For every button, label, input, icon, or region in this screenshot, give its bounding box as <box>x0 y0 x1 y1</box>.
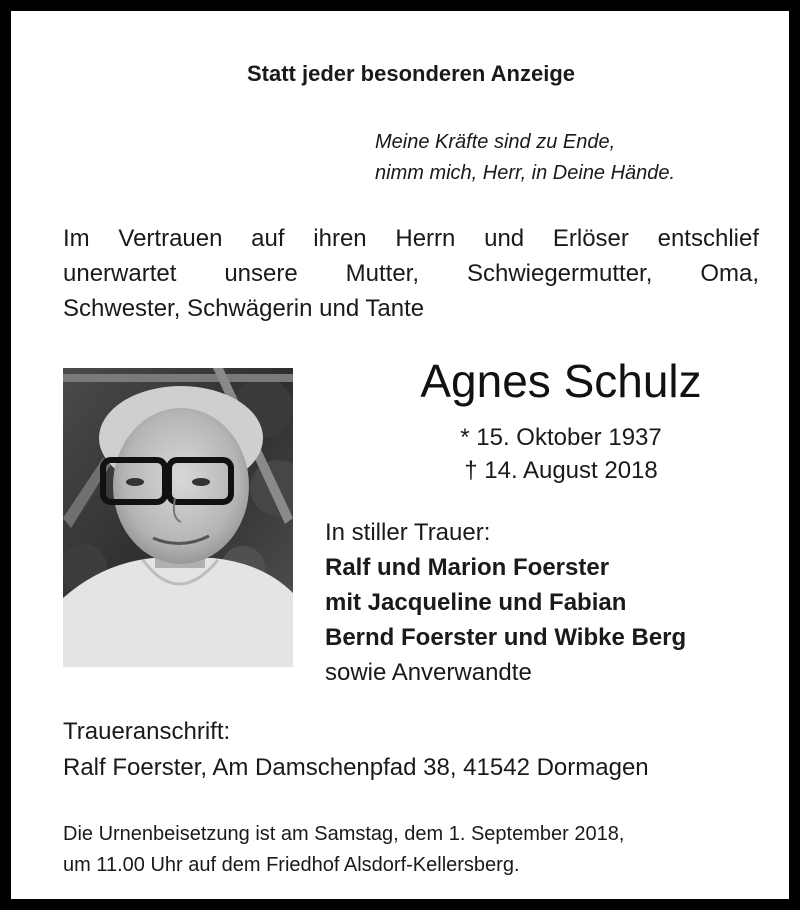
mourner-name: Bernd Foerster und Wibke Berg <box>325 624 687 651</box>
intro-line: Schwester, Schwägerin und Tante <box>63 295 425 322</box>
burial-line: Die Urnenbeisetzung ist am Samstag, dem 1. September 2018, <box>63 823 625 845</box>
verse-line: nimm mich, Herr, in Deine Hände. <box>375 162 676 184</box>
intro-line: unerwartet unsere Mutter, Schwiegermutter, Oma, <box>63 260 759 287</box>
verse-line: Meine Kräfte sind zu Ende, <box>375 131 616 153</box>
mourners-closing: sowie Anverwandte <box>325 659 532 686</box>
mourner-name: Ralf und Marion Foerster <box>325 554 610 581</box>
address-value: Ralf Foerster, Am Damschenpfad 38, 41542 Dormagen <box>63 754 649 781</box>
death-date: † 14. August 2018 <box>464 457 658 484</box>
portrait-photo <box>63 368 293 667</box>
notice-title: Statt jeder besonderen Anzeige <box>246 61 576 86</box>
mourner-name: mit Jacqueline und Fabian <box>325 589 627 616</box>
mourners-block <box>325 515 686 690</box>
mourning-address <box>63 714 649 786</box>
life-dates <box>311 421 800 487</box>
deceased-name: Agnes Schulz <box>420 355 702 407</box>
verse <box>375 127 675 189</box>
burial-info <box>63 819 624 881</box>
address-label: Traueranschrift: <box>63 718 231 745</box>
intro-text <box>63 221 759 326</box>
birth-date: * 15. Oktober 1937 <box>460 424 662 451</box>
burial-line: um 11.00 Uhr auf dem Friedhof Alsdorf-Kellersberg. <box>63 854 520 876</box>
mourners-heading: In stiller Trauer: <box>325 519 491 546</box>
intro-line: Im Vertrauen auf ihren Herrn und Erlöser entschlief <box>63 225 759 252</box>
